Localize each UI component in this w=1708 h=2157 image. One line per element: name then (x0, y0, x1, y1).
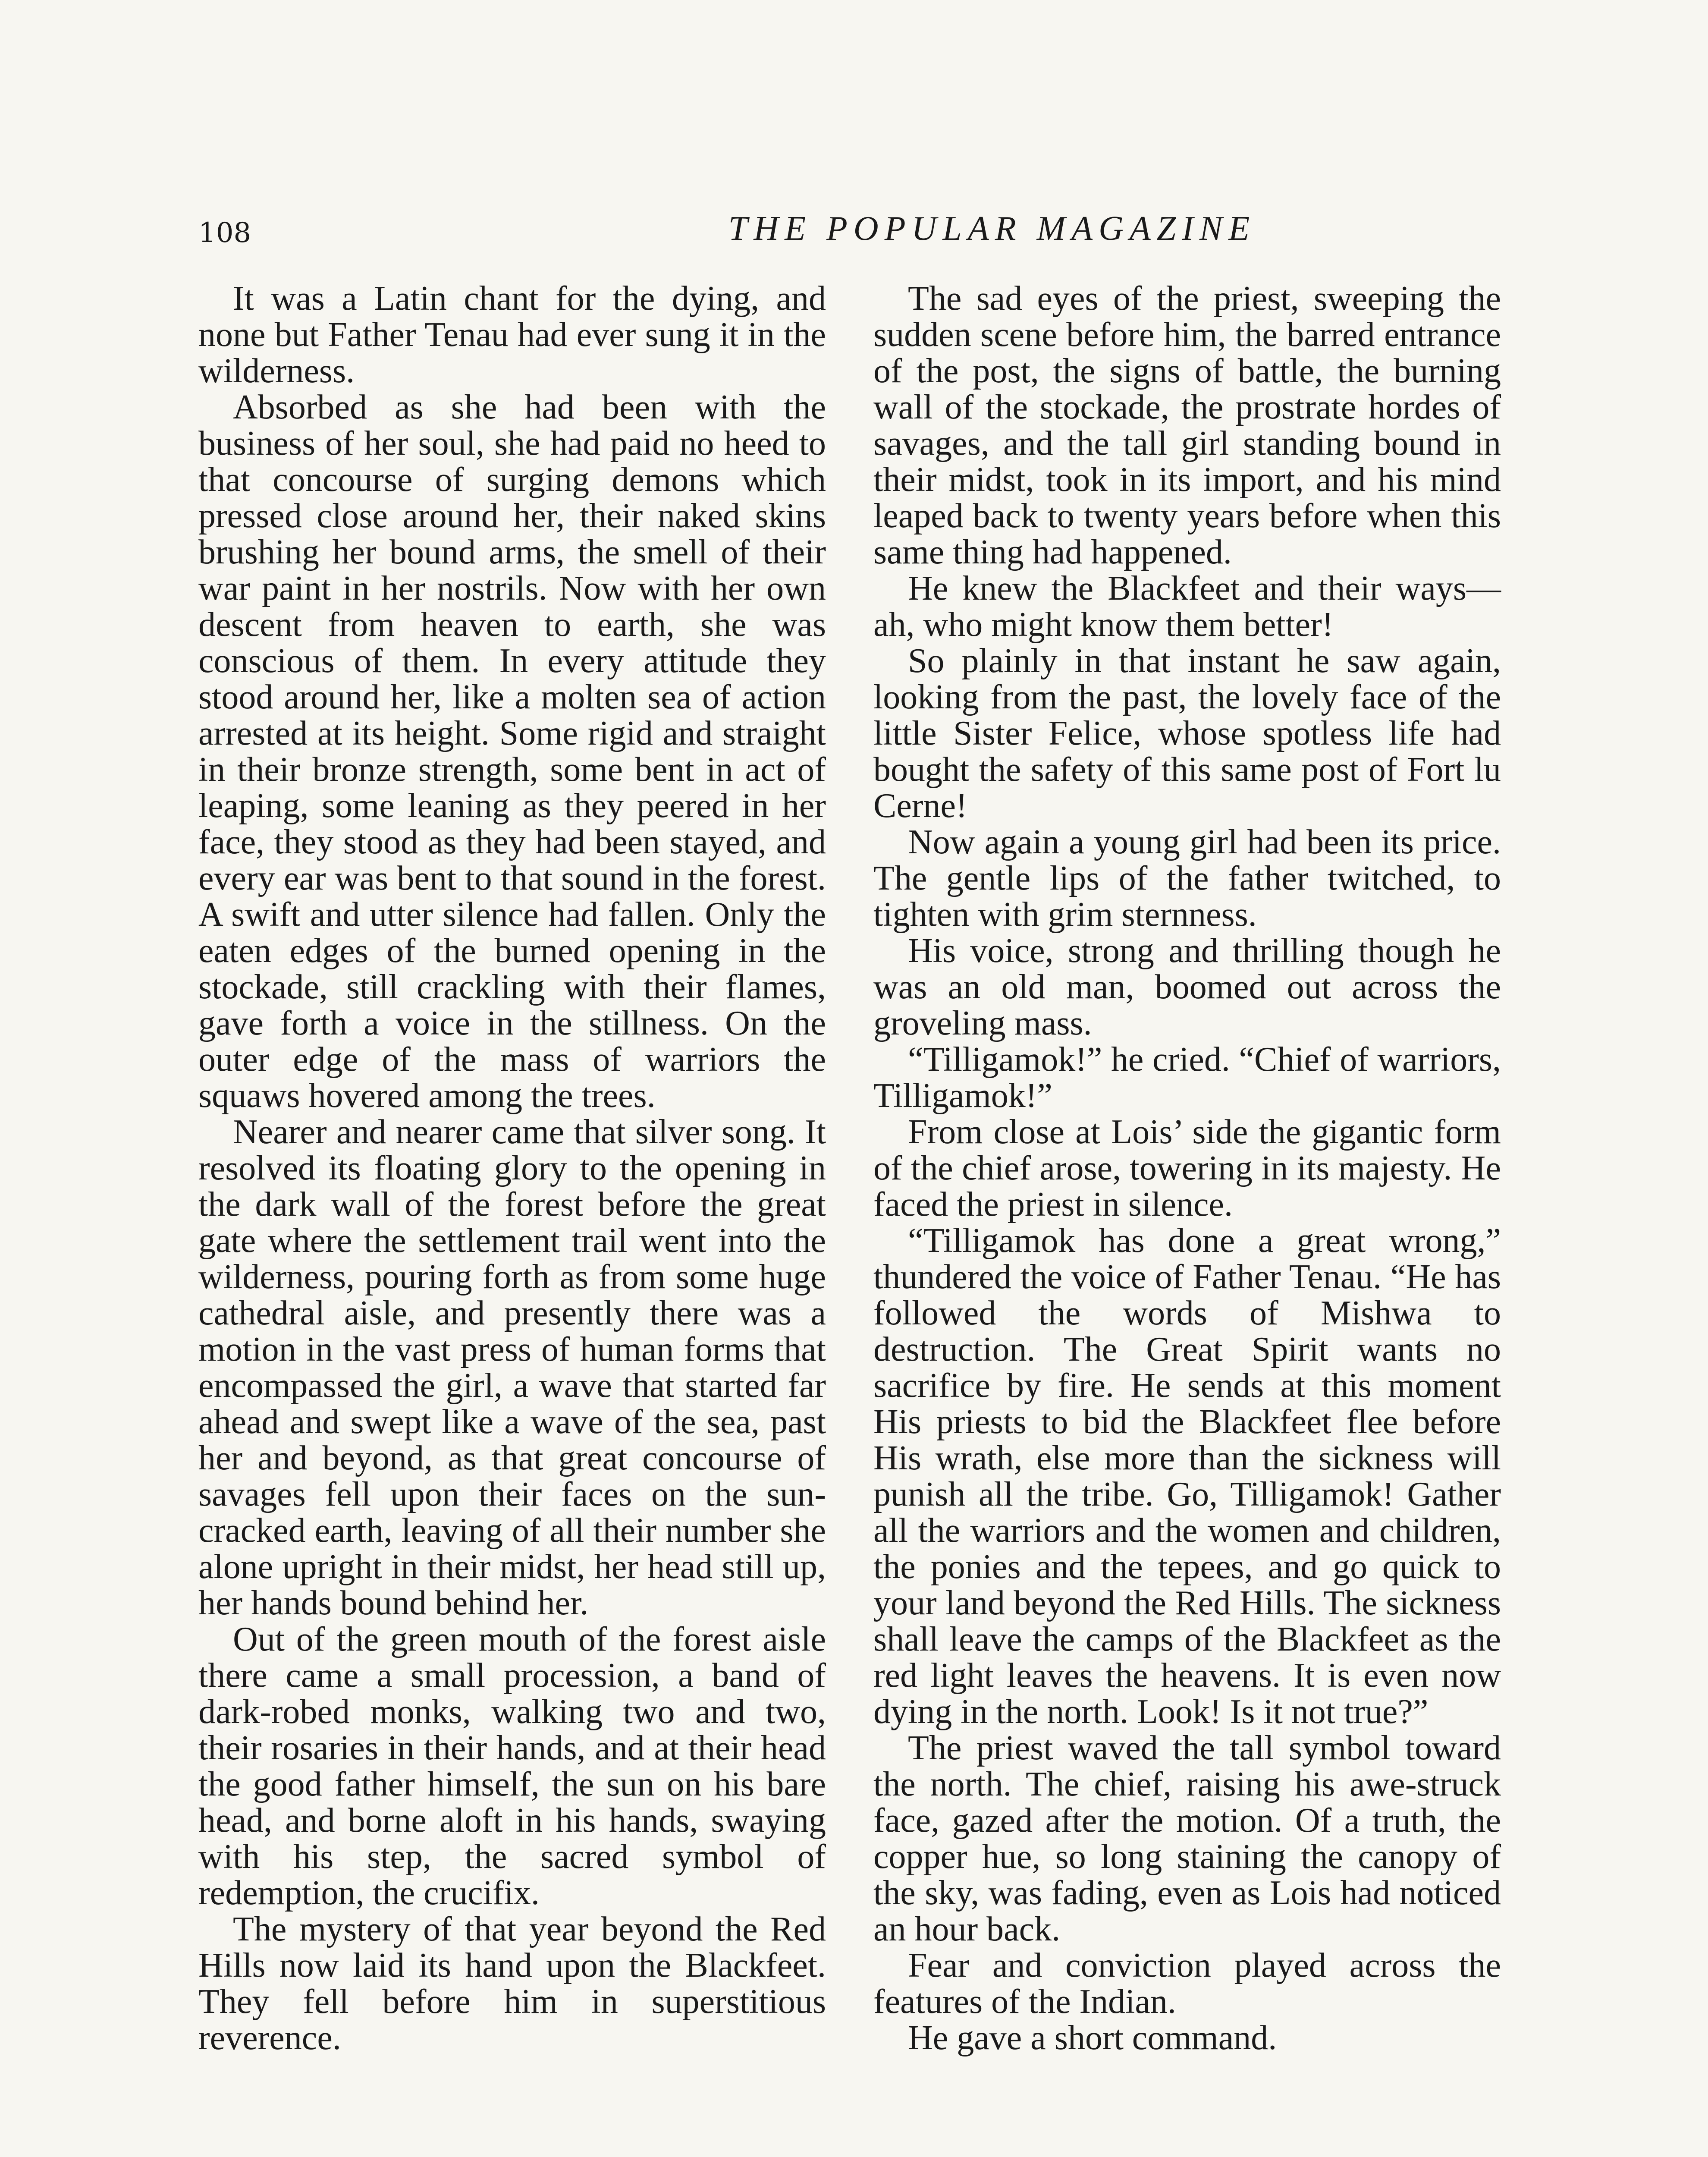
paragraph: He knew the Blackfeet and their ways—ah, who might know them better! (873, 569, 1501, 644)
paragraph: It was a Latin chant for the dying, and none but Father Tenau had ever sung it in the wilderness. (198, 280, 826, 390)
paragraph: “Tilligamok has done a great wrong,” thundered the voice of Father Tenau. “He has followed the words of Mishwa to destruction. The Great Spirit wants no sacrifice by fire. He sends at this moment His priests to bid the Blackfeet flee before His wrath, else more than the sickness will punish all the tribe. Go, Tilligamok! Gather all the warriors and the women and children, the ponies and the tepees, and go quick to your land beyond the Red Hills. The sickness shall leave the camps of the Blackfeet as the red light leaves the heavens. It is even now dying in the north. Look! Is it not true?” (873, 1222, 1501, 1731)
page-number: 108 (198, 217, 251, 249)
paragraph: From close at Lois’ side the gigantic form of the chief arose, towering in its majesty. He faced the priest in silence. (873, 1113, 1501, 1223)
paragraph: Fear and conviction played across the features of the Indian. (873, 1946, 1501, 2021)
paragraph: The priest waved the tall symbol toward the north. The chief, raising his awe-struck face, gazed after the motion. Of a truth, the copper hue, so long staining the canopy of the sky, was fading, even as Lois had noticed an hour back. (873, 1729, 1501, 1948)
paragraph: Now again a young girl had been its price. The gentle lips of the father twitched, to tighten with grim sternness. (873, 823, 1501, 934)
right-column (873, 280, 1501, 2056)
paragraph: The sad eyes of the priest, sweeping the sudden scene before him, the barred entrance of the post, the signs of battle, the burning wall of the stockade, the prostrate hordes of savages, and the tall girl standing bound in their midst, took in its import, and his mind leaped back to twenty years before when this same thing had happened. (873, 280, 1501, 571)
paragraph: Absorbed as she had been with the business of her soul, she had paid no heed to that concourse of surging demons which pressed close around her, their naked skins brushing her bound arms, the smell of their war paint in her nostrils. Now with her own descent from heaven to earth, she was conscious of them. In every attitude they stood around her, like a molten sea of action arrested at its height. Some rigid and straight in their bronze strength, some bent in act of leaping, some leaning as they peered in her face, they stood as they had been stayed, and every ear was bent to that sound in the forest. A swift and utter silence had fallen. Only the eaten edges of the burned opening in the stockade, still crackling with their flames, gave forth a voice in the stillness. On the outer edge of the mass of warriors the squaws hovered among the trees. (198, 388, 826, 1115)
paragraph: He gave a short command. (908, 2019, 1277, 2057)
paragraph: “Tilligamok!” he cried. “Chief of warriors, Tilligamok!” (873, 1041, 1501, 1115)
magazine-title: THE POPULAR MAGAZINE (728, 210, 1256, 248)
paragraph: Out of the green mouth of the forest aisle there came a small procession, a band of dark-robed monks, walking two and two, their rosaries in their hands, and at their head the good father himself, the sun on his bare head, and borne aloft in his hands, swaying with his step, the sacred symbol of redemption, the crucifix. (198, 1620, 826, 1912)
paragraph: Nearer and nearer came that silver song. It resolved its floating glory to the opening in the dark wall of the forest before the great gate where the settlement trail went into the wilderness, pouring forth as from some huge cathedral aisle, and presently there was a motion in the vast press of human forms that encompassed the girl, a wave that started far ahead and swept like a wave of the sea, past her and beyond, as that great concourse of savages fell upon their faces on the sun-cracked earth, leaving of all their number she alone upright in their midst, her head still up, her hands bound behind her. (198, 1113, 826, 1622)
paragraph: So plainly in that instant he saw again, looking from the past, the lovely face of the little Sister Felice, whose spotless life had bought the safety of this same post of Fort lu Cerne! (873, 642, 1501, 825)
paragraph: His voice, strong and thrilling though he was an old man, boomed out across the groveling mass. (873, 932, 1501, 1042)
paragraph: The mystery of that year beyond the Red Hills now laid its hand upon the Blackfeet. They fell before him in superstitious reverence. (198, 1910, 826, 2057)
left-column (198, 280, 826, 2056)
